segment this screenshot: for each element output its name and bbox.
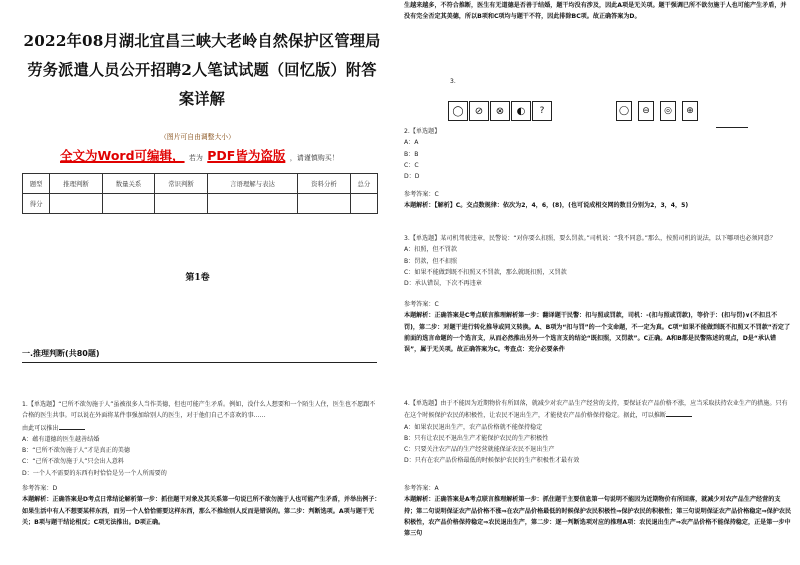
answer-1-continued: 生越来越多，不符合推断，医生有无道德是否善于结婚，题干均没有涉及，因此A项是无关项。题干强调已所不欲勿施于人也可能产生矛盾，并没有完全否定其美德，所以B项和C项均与题干不符，因此排除BC项。故正确答案为D。	[404, 2, 787, 21]
header-cell: 言语理解与表达	[207, 174, 297, 194]
figure-box: ⊘	[469, 101, 489, 121]
score-cell	[298, 194, 351, 214]
score-table-header-row	[23, 174, 378, 194]
answer-1	[22, 483, 384, 528]
figure-box: ◐	[511, 101, 531, 121]
score-cell	[155, 194, 208, 214]
question-2	[404, 126, 784, 182]
option-c: C：“己所不欲勿施于人”只会出人意料	[22, 458, 124, 466]
answer-3-line: 参考答案：C	[404, 301, 439, 308]
option-a: A：蕴有道德的医生越善结婚	[22, 435, 100, 443]
figure-option-b: ⊖	[638, 101, 654, 121]
score-cell	[207, 194, 297, 214]
figure-sequence	[448, 101, 553, 121]
row-label: 得分	[23, 194, 50, 214]
option-a: A：A	[404, 139, 419, 147]
option-c: C：C	[404, 161, 419, 169]
image-note: （图片可自由调整大小）	[160, 133, 235, 141]
question-3	[404, 233, 792, 289]
option-d: D：D	[404, 173, 420, 181]
figure-number: 3.	[450, 78, 456, 85]
question-4-text: 4.【单选题】由于不能因为近期物价有所回落，就减少对农产品生产经营的支持，要保证农产品价格不涨，应当采取扶持农业生产的措施。只有在这个时候保护农民的积极性，让农民不退出生产，才能使农产品价格保持稳定。据此，可以推断	[404, 400, 788, 420]
score-cell	[350, 194, 377, 214]
promo-tail: ，请谨慎购买！	[289, 154, 339, 162]
figure-options	[616, 101, 704, 121]
figure-box: ⊗	[490, 101, 510, 121]
promo-pdf-warning: PDF皆为盗版	[207, 148, 286, 163]
answer-2-explanation: 本题解析：【解析】C。交点数规律：依次为2，4，6，(8)，(也可说成相交网的数目分别为2，3，4，5)	[404, 202, 689, 210]
answer-2-line: 参考答案：C	[404, 191, 439, 198]
left-column	[0, 0, 395, 565]
score-cell	[50, 194, 103, 214]
header-cell: 总分	[350, 174, 377, 194]
option-b: B：罚款，但不扣照	[404, 257, 457, 265]
answer-1-explanation: 本题解析：正确答案是D考点日常结论解析第一步：抓住题干对象及其关系第一句说已所不欲勿施于人也可能产生矛盾，并举出例子：如果生活中有人不想要某样东西，而另一个人恰恰需要这样东西，那么不推给别人反而是错误的。第二步：判断选项。A项与题干无关；B项与题干结论相反；C项无法推出。D项正确。	[22, 496, 381, 526]
option-c: C：只要关注农产品的生产经营就能保证农民不退出生产	[404, 446, 555, 454]
header-cell: 数量关系	[102, 174, 155, 194]
page-title: 2022年08月湖北宜昌三峡大老岭自然保护区管理局劳务派遣人员公开招聘2人笔试试题（回忆版）附答案详解	[23, 32, 381, 108]
option-d: D：一个人不需要的东西有时恰恰是另一个人所需要的	[22, 469, 167, 477]
question-1-stem: 由此可以推出	[22, 422, 378, 434]
option-b: B：只有让农民不退出生产才能保护农民的生产积极性	[404, 434, 549, 442]
answer-4-explanation: 本题解析：正确答案是A考点联言推理解析第一步：抓住题干主要信息第一句说明不能因为近期物价有所回落，就减少对农产品生产经营的支持；第二句说明保证农产品价格不涨⇒在农产品价格最低的时候保护农民积极性⇒保护农民的积极性；第三句说明保证农产品价格稳定⇒保护农民积极性，农产品价格保持稳定⇒农民退出生产，第二步：逐一判断选项对应的推理A项：农民退出生产⇒农产品价格不能保持稳定，正是第一步中第三句	[404, 496, 792, 538]
answer-1-line: 参考答案：D	[22, 485, 58, 492]
option-d: D：只有在农产品价格最低的时候保护农民的生产积极性才最有效	[404, 457, 580, 465]
right-column	[398, 0, 800, 565]
question-4	[404, 398, 792, 467]
promo-mid: 若为	[188, 154, 203, 162]
question-1-text: 1.【单选题】“已所不欲勿施于人”虽被很多人当作美德，但也可能产生矛盾。例如，没什么人想要和一个陌生人住，医生也不愿跟不合格的医生共事。可以说在外面将某件事强加给别人的医生，对于他们自己不喜欢的事……	[22, 401, 376, 420]
score-table-row	[23, 194, 378, 214]
option-d: D：承认错误，下次不再违章	[404, 280, 482, 288]
question-1	[22, 399, 378, 479]
question-3-text: 3.【单选题】某司机驾驶违章，民警说：“对你要么扣照，要么罚款。”司机说：“我不同意。”那么，按照司机的说法，以下哪项也必须同意？	[404, 235, 776, 242]
figure-box: ◯	[448, 101, 468, 121]
option-b: B：“已所不欲勿施于人”才是真正的美德	[22, 447, 130, 455]
figure-box-question: ?	[532, 101, 552, 121]
answer-3-explanation: 本题解析：正确答案是C考点联言推理解析第一步：翻译题干民警：扣与照或罚款，司机：-(扣与照或罚款)，等价于：(扣与罚)∨(不扣且不罚)，第二步：对题干进行转化推导或同义转换。A、B项为“扣与罚”的一个支命题，不一定为真。C项“如果不能做到既不扣照又不罚款”否定了前面的选言命题的一个选言支，从而必然推出另外一个选言支的结论“既扣照，又罚款”。C正确。A和B都是民警陈述的观点，D是“承认错误”，属于无关项。故正确答案为C。考查点：充分必要条件	[404, 312, 791, 354]
option-a: A：如果农民退出生产，农产品价格就不能保持稳定	[404, 423, 543, 431]
promo-line	[60, 146, 339, 164]
question-2-text: 2.【单选题】	[404, 128, 441, 135]
answer-4-line: 参考答案：A	[404, 485, 439, 492]
header-cell: 资料分析	[298, 174, 351, 194]
option-a: A：扣照，但不罚款	[404, 246, 457, 254]
figure-option-c: ◎	[660, 101, 676, 121]
figure-option-a: ◯	[616, 101, 632, 121]
option-c: C：如果不能做到既不扣照又不罚款，那么就既扣照，又罚款	[404, 268, 567, 276]
score-cell	[102, 194, 155, 214]
answer-2	[404, 189, 792, 212]
score-table	[22, 173, 378, 214]
header-cell: 常识判断	[155, 174, 208, 194]
promo-word-editable: 全文为Word可编辑，	[60, 148, 185, 163]
answer-4	[404, 483, 792, 539]
answer-3	[404, 299, 792, 355]
option-b: B：B	[404, 150, 419, 158]
figure-option-d: ⊕	[682, 101, 698, 121]
section-heading: 一.推理判断(共80题)	[22, 348, 377, 363]
header-cell: 推理判断	[50, 174, 103, 194]
volume-heading: 第1卷	[185, 273, 210, 283]
header-cell: 题型	[23, 174, 50, 194]
